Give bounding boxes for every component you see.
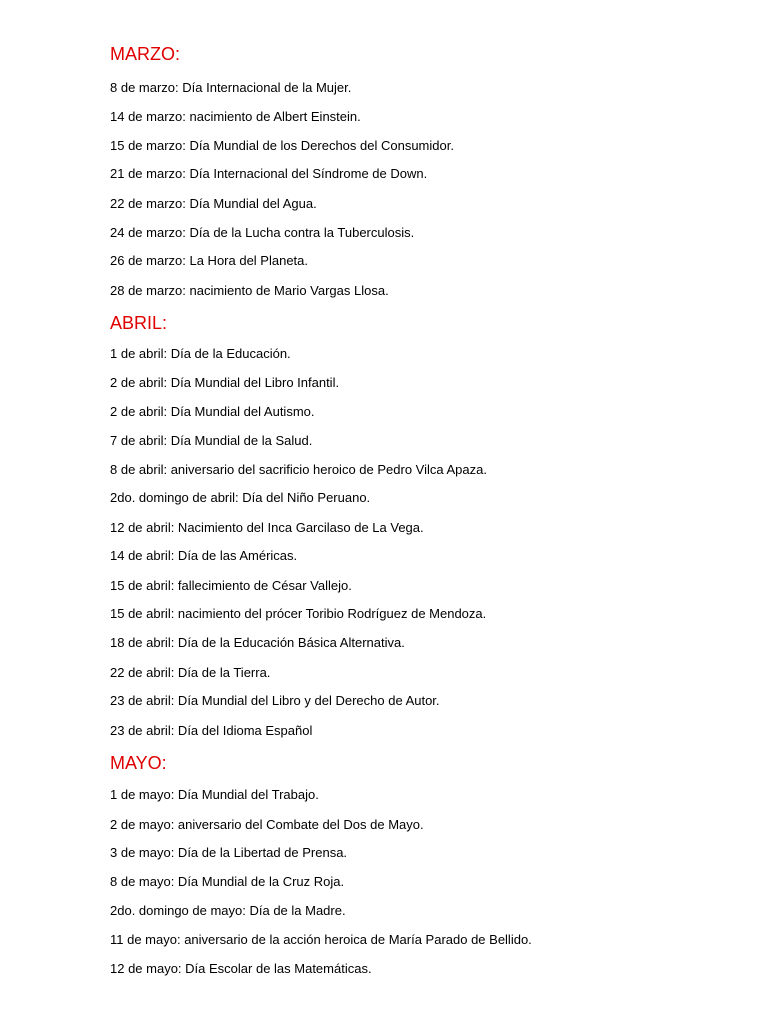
section-heading-marzo: MARZO: xyxy=(110,44,180,64)
list-item: 7 de abril: Día Mundial de la Salud. xyxy=(110,433,313,448)
list-item: 22 de marzo: Día Mundial del Agua. xyxy=(110,196,317,211)
list-item: 26 de marzo: La Hora del Planeta. xyxy=(110,253,309,268)
list-item: 1 de abril: Día de la Educación. xyxy=(110,346,291,361)
list-item: 2 de abril: Día Mundial del Libro Infantil. xyxy=(110,375,340,390)
list-item: 8 de marzo: Día Internacional de la Mujer. xyxy=(110,80,352,95)
list-item: 18 de abril: Día de la Educación Básica Alternativa. xyxy=(110,635,405,650)
list-item: 12 de abril: Nacimiento del Inca Garcilaso de La Vega. xyxy=(110,520,424,535)
list-item: 15 de abril: fallecimiento de César Vallejo. xyxy=(110,578,352,593)
list-item: 8 de mayo: Día Mundial de la Cruz Roja. xyxy=(110,874,345,889)
list-item: 2 de abril: Día Mundial del Autismo. xyxy=(110,404,315,419)
section-heading-abril: ABRIL: xyxy=(110,313,168,333)
list-item: 22 de abril: Día de la Tierra. xyxy=(110,665,271,680)
list-item: 28 de marzo: nacimiento de Mario Vargas Llosa. xyxy=(110,283,389,298)
list-item: 2 de mayo: aniversario del Combate del Dos de Mayo. xyxy=(110,817,424,832)
list-item: 24 de marzo: Día de la Lucha contra la Tuberculosis. xyxy=(110,225,415,240)
list-item: 15 de marzo: Día Mundial de los Derechos del Consumidor. xyxy=(110,138,454,153)
list-item: 12 de mayo: Día Escolar de las Matemáticas. xyxy=(110,961,372,976)
list-item: 1 de mayo: Día Mundial del Trabajo. xyxy=(110,787,319,802)
list-item: 8 de abril: aniversario del sacrificio heroico de Pedro Vilca Apaza. xyxy=(110,462,487,477)
list-item: 3 de mayo: Día de la Libertad de Prensa. xyxy=(110,845,348,860)
list-item: 2do. domingo de abril: Día del Niño Peruano. xyxy=(110,490,371,505)
list-item: 14 de marzo: nacimiento de Albert Einstein. xyxy=(110,109,361,124)
list-item: 11 de mayo: aniversario de la acción heroica de María Parado de Bellido. xyxy=(110,932,532,947)
list-item: 15 de abril: nacimiento del prócer Toribio Rodríguez de Mendoza. xyxy=(110,606,487,621)
list-item: 23 de abril: Día Mundial del Libro y del Derecho de Autor. xyxy=(110,693,440,708)
list-item: 21 de marzo: Día Internacional del Síndrome de Down. xyxy=(110,166,428,181)
list-item: 2do. domingo de mayo: Día de la Madre. xyxy=(110,903,346,918)
list-item: 14 de abril: Día de las Américas. xyxy=(110,548,298,563)
list-item: 23 de abril: Día del Idioma Español xyxy=(110,723,313,738)
section-heading-mayo: MAYO: xyxy=(110,753,167,773)
